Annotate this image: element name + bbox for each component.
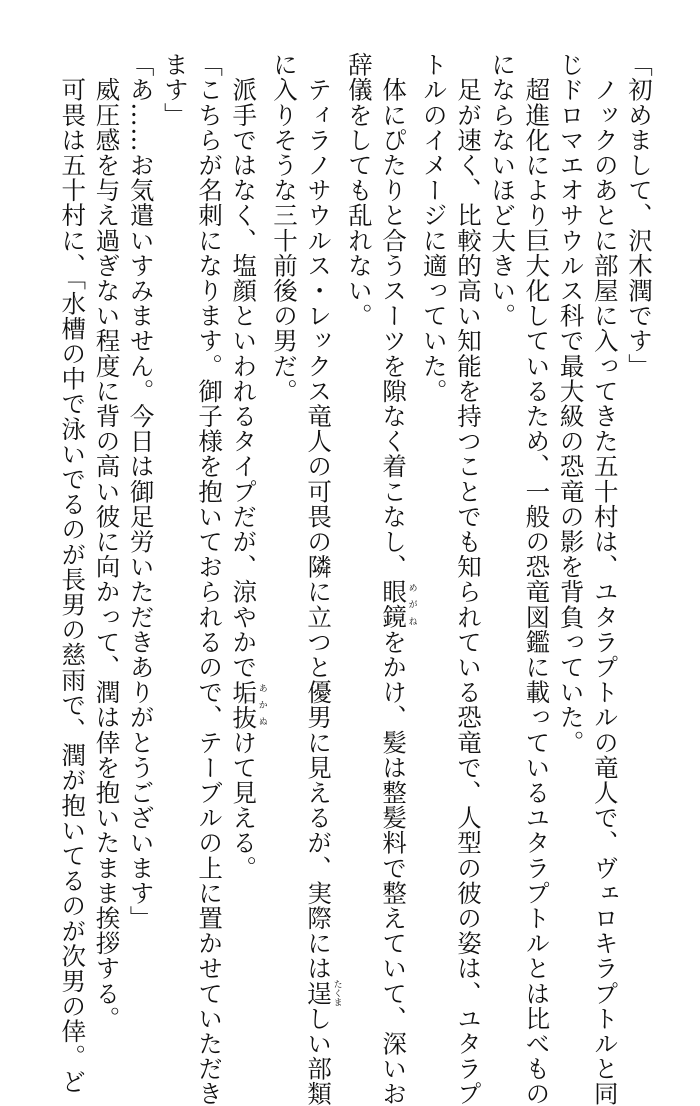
text-segment: 超進化により巨大化しているため、一般の恐竜図鑑に載っているユタラプトルとは比べもの bbox=[522, 52, 552, 1106]
text-segment: 派手ではなく、塩顔といわれるタイプだが、涼やかで bbox=[229, 52, 259, 680]
ruby-word bbox=[229, 679, 267, 730]
ruby-reading: たくま bbox=[331, 979, 342, 1007]
text-segment: 威圧感を与え過ぎない程度に背の高い彼に向かって、潤は倖を抱いたまま挨拶する。 bbox=[92, 52, 122, 1031]
text-line bbox=[376, 52, 417, 1106]
text-segment: 体にぴたりと合うスーツを隙なく着こなし、 bbox=[379, 52, 409, 580]
text-line bbox=[553, 52, 587, 964]
text-segment: に入りそうな三十前後の男だ。 bbox=[269, 52, 299, 404]
text-line bbox=[622, 52, 656, 964]
text-line bbox=[301, 52, 342, 1106]
text-line bbox=[417, 52, 451, 964]
ruby-base: 眼鏡 bbox=[379, 579, 409, 630]
text-segment: 辞儀をしても乱れない。 bbox=[344, 52, 374, 329]
text-line bbox=[267, 52, 301, 964]
ruby-reading: あかぬ bbox=[256, 679, 267, 730]
text-line bbox=[451, 52, 485, 1106]
text-segment: 「初めまして、沢木潤です」 bbox=[625, 52, 654, 379]
ruby-base: 垢抜 bbox=[229, 679, 259, 730]
text-line bbox=[588, 52, 622, 1106]
text-segment: 可畏は五十村に、「水槽の中で泳いでるのが長男の慈雨で、潤が抱いてるのが次男の倖。ど bbox=[58, 52, 88, 1094]
ruby-word bbox=[304, 979, 342, 1007]
text-segment: ノックのあとに部屋に入ってきた五十村は、ユタラプトルの竜人で、ヴェロキラプトルと同 bbox=[590, 52, 620, 1106]
text-line bbox=[485, 52, 519, 964]
text-segment: 「こちらが名刺になります。御子様を抱いておられるので、テーブルの上に置かせていただき bbox=[195, 52, 225, 1106]
text-segment: じドロマエオサウルス科で最大級の恐竜の影を背負っていた。 bbox=[556, 52, 586, 755]
text-line bbox=[192, 52, 226, 1106]
text-line bbox=[342, 52, 376, 964]
text-line bbox=[123, 52, 157, 964]
vertical-text-block bbox=[55, 52, 656, 1106]
text-segment: ティラノサウルス・レックス竜人の可畏の隣に立つと優男に見えるが、実際には bbox=[304, 52, 334, 981]
text-segment: 「あ……お気遣いすみません。今日は御足労いただきありがとうございます」 bbox=[126, 52, 156, 931]
text-segment: をかけ、髪は整髪料で整えていて、深いお bbox=[379, 629, 409, 1106]
text-segment: トルのイメージに適っていた。 bbox=[419, 52, 449, 404]
text-segment: しい部類 bbox=[304, 1005, 334, 1106]
ruby-word bbox=[379, 579, 417, 630]
text-line bbox=[55, 52, 89, 1094]
text-segment: 足が速く、比較的高い知能を持つことでも知られている恐竜で、人型の彼の姿は、ユタラプ bbox=[453, 52, 483, 1106]
text-segment: ます」 bbox=[160, 52, 190, 128]
text-line bbox=[519, 52, 553, 1106]
text-segment: けて見える。 bbox=[229, 729, 259, 881]
ruby-base: 逞 bbox=[304, 979, 334, 1007]
text-line bbox=[89, 52, 123, 1031]
text-segment: にならないほど大きい。 bbox=[488, 52, 518, 329]
text-line bbox=[158, 52, 192, 964]
ruby-reading: めがね bbox=[406, 579, 417, 630]
text-line bbox=[226, 52, 267, 964]
